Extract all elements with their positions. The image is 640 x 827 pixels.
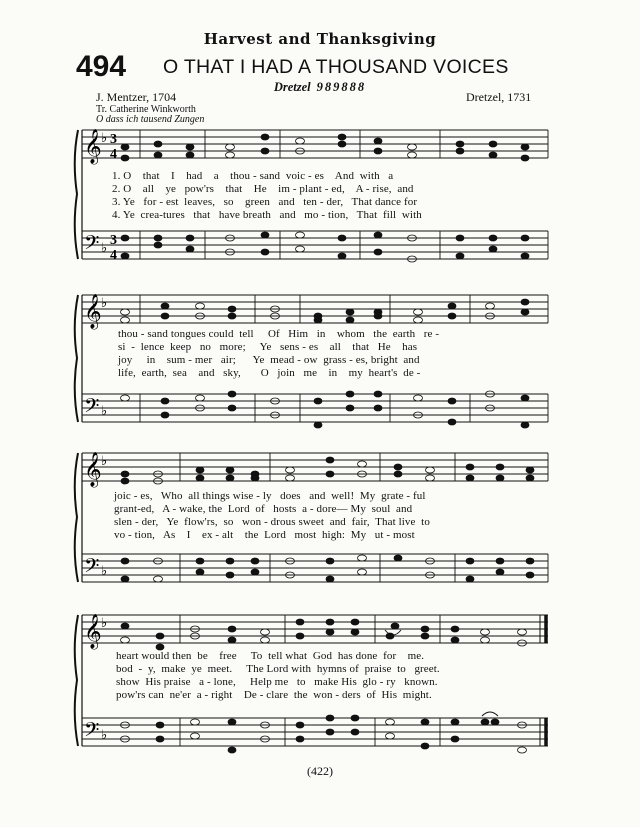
flat-icon: ♭ <box>101 454 108 469</box>
treble-clef-icon: 𝄞 <box>84 129 102 164</box>
treble-clef-icon: 𝄞 <box>84 614 102 649</box>
svg-text:3: 3 <box>110 233 117 248</box>
page-number: (422) <box>307 764 333 778</box>
translator: Tr. Catherine Winkworth <box>96 104 196 115</box>
brace-icon <box>75 295 78 422</box>
svg-text:4: 4 <box>110 248 117 263</box>
lyric-line: thou - sand tongues could tell Of Him in whom the earth re - <box>118 328 440 340</box>
treble-clef-icon: 𝄞 <box>84 452 102 487</box>
svg-text:4: 4 <box>110 147 117 162</box>
lyric-line: bod - y, make ye meet. The Lord with hymns of praise to greet. <box>116 663 440 675</box>
lyric-line: vo - tion, As I ex - alt the Lord most high: My ut - most <box>114 529 415 541</box>
lyric-line: 4. Ye crea-tures that have breath and mo - tion, That fill with <box>112 209 422 221</box>
original-title: O dass ich tausend Zungen <box>96 114 205 125</box>
flat-icon: ♭ <box>101 131 108 146</box>
bass-clef-icon: 𝄢 <box>84 394 100 422</box>
bass-clef-icon: 𝄢 <box>84 718 100 746</box>
lyric-line: si - lence keep no more; Ye sens - es all that He has <box>118 341 418 353</box>
lyric-line: 3. Ye for - est leaves, so green and ten - der, That dance for <box>112 196 418 208</box>
flat-icon: ♭ <box>101 616 108 631</box>
treble-staff <box>82 130 548 158</box>
lyric-line: pow'rs can ne'er a - right De - clare the won - ders of His might. <box>116 689 432 701</box>
composer: Dretzel, 1731 <box>466 90 532 104</box>
flat-icon: ♭ <box>101 564 108 579</box>
notes-bass <box>121 232 529 262</box>
bass-clef-icon: 𝄢 <box>84 554 100 582</box>
hymn-number: 494 <box>76 50 127 83</box>
lyric-line: grant-ed, A - wake, the Lord of hosts a - dore— My soul and <box>114 503 413 515</box>
flat-icon: ♭ <box>101 296 108 311</box>
lyric-line: joy in sum - mer air; Ye mead - ow grass - es, bright and <box>118 354 420 366</box>
flat-icon: ♭ <box>101 404 108 419</box>
tie-icon <box>482 712 498 716</box>
notes-treble <box>121 134 529 161</box>
treble-clef-icon: 𝄞 <box>84 294 102 329</box>
flat-icon: ♭ <box>101 241 108 256</box>
lyric-line: heart would then be free To tell what God has done for me. <box>116 650 425 662</box>
brace-icon <box>75 615 78 746</box>
bass-clef-icon: 𝄢 <box>84 231 100 259</box>
svg-text:3: 3 <box>110 132 117 147</box>
brace-icon <box>75 130 82 259</box>
author: J. Mentzer, 1704 <box>96 90 177 104</box>
lyric-line: show His praise a - lone, Help me to make His glo - ry known. <box>116 676 438 688</box>
final-barline-icon <box>540 615 546 746</box>
hymn-title: O THAT I HAD A THOUSAND VOICES <box>163 56 509 78</box>
flat-icon: ♭ <box>101 728 108 743</box>
lyric-line: life, earth, sea and sky, O join me in my heart's de - <box>118 367 421 379</box>
lyric-line: 1. O that I had a thou - sand voic - es And with a <box>112 170 394 182</box>
brace-icon <box>75 453 78 582</box>
tune-name: Dretzel <box>273 80 311 94</box>
lyric-line: joic - es, Who all things wise - ly does and well! My grate - ful <box>114 490 426 502</box>
lyric-line: 2. O all ye pow'rs that He im - plant - ed, A - rise, and <box>112 183 414 195</box>
bass-staff <box>82 231 548 259</box>
music-system-1 <box>0 125 640 265</box>
lyric-line: slen - der, Ye flow'rs, so won - drous sweet and fair, That live to <box>114 516 430 528</box>
meter: 989888 <box>316 80 367 94</box>
section-heading: Harvest and Thanksgiving <box>203 30 437 48</box>
